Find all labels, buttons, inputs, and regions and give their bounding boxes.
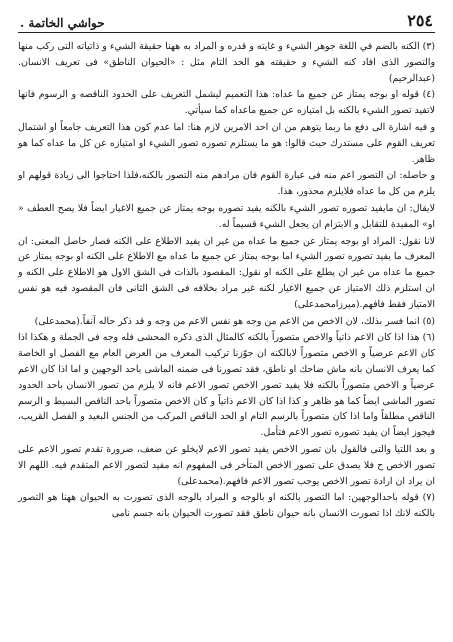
page-header (18, 8, 435, 30)
running-title: حواشي الخاتمة . (20, 16, 105, 30)
paragraph: لانا نقول: المراد او بوجه يمتاز عن جميع ما عداه من غير ان يفيد الاطلاع على الكنه فصار حاصل المعنى: ان المعرف ما يفيد تصوره تصور الشيء اما بوجه يمتاز عن جميع ما عداه مع الاطلاع على الكنه او بوجه يمتاز عن جميع ما عداه من غير ان يطلع على الكنه او نقول: المقصود بالذات فى الشق الاول هو الاطلاع على الكنه و ان استلزم ذلك الامتياز عن جميع الاغيار لكنه غير مراد بخلافه فى الشق الثانى فان المقصود فيه هو نفس الامتياز فقط فافهم.(ميرزامحمدعلى) (18, 235, 435, 310)
page-number: ٢٥٤ (407, 11, 433, 30)
paragraph: (٦) هذا اذا كان الاعم ذاتياً والاخص متصوراً بالكنه كالمثال الذى ذكره المحشى فله وجه فى الجملة و هكذا اذا كان الاعم عرضياً و الاخص متصوراً لابالكنه ان جوّزنا تركيب المعرف من العرض العام مع الفصل او الخاصة كما يعرف الانسان بانه ماش ضاحك او ناطق، فقد تصورنا فى ضمنه الماشى باحد الوجهين و اما اذا كان الاعم عرضياً و الاخص متصوراً بالكنه فلا يفيد تصور الاخص تصور الاعم فانه لا يلزم من تصور الانسان باحد الحدود تصور الماشى ايضاً كما هو ظاهر و كذا اذا كان الاعم ذاتياً و كان الاخص متصوراً باحد الناقص البسيط و الرسم الناقص مطلقاً واما اذا كان متصوراً بالرسم التام او الحد الناقص المركب من الجنس البعيد و الفصل القريب، فيجوز ايضاً ان يفيد تصوره تصور الاعم فتأمل. (18, 332, 435, 439)
header-divider (18, 32, 435, 33)
paragraph: (٧) قوله باحدالوجهين: اما التصور بالكنه او بالوجه و المراد بالوجه الذى تصورت به الحيوان ههنا هو التصور بالكنه لانك اذا تصورت الانسان بانه حيوان ناطق فقد تصورت الحيوان بانه جسم نامى (18, 492, 435, 520)
paragraph: و فيه اشارة الى دفع ما ربما يتوهم من ان احد الامرين لازم هنا: اما عدم كون هذا التعريف جامعاً او اشتمال تعريف القوم على مستدرك حيث قالوا: هو ما يستلزم تصوره تصور الشيء او امتيازه عن كل ما عداه كما هو ظاهر. (18, 121, 435, 165)
paragraph: و حاصله: ان التصور اعم منه فى عبارة القوم فان مرادهم منه التصور بالكنه،فلذا احتاجوا الى زيادة قولهم او يلزم من كل ما عداه فلايلزم محذور، هذا. (18, 170, 435, 198)
paragraph: و بعد اللتيا والتى فالقول بان تصور الاخص يفيد تصور الاعم لايخلو عن ضعف، ضرورة تقدم تصور الاعم على تصور الاخص ح فلا يصدق على تصور الاخص المتأخر فى المفهوم انه مفيد لتصور الاعم المتقدم فيه. اللهم الا ان يراد ان ارادة تصور الاخص يوجب تصور الاعم فافهم.(محمدعلى) (18, 443, 435, 487)
page-body (18, 39, 435, 522)
paragraph: (٣) الكنه بالضم في اللغة جوهر الشيء و غايته و قدره و المراد به ههنا حقيقة الشيء و ذاتياته التى ركب منها والتصور الذى افاد كنه الشيء و حقيقته هو الحد التام مثل : «الحيوان الناطق» فى تعريف الانسان.(عبدالرحيم) (18, 41, 435, 84)
paragraph: (٤) قوله او بوجه يمتاز عن جميع ما عداه: هذا التعميم ليشمل التعريف على الحدود الناقصه و الرسوم فانها لاتفيد تصور الشيء بالكنه بل امتيازه عن جميع ماعداه كما سيأتي. (18, 89, 435, 117)
paragraph: (٥) انما فسر بذلك، لان الاخص من الاعم من وجه هو نفس الاعم من وجه و قد ذكر حاله آنفاً.(محمدعلى) (34, 315, 435, 327)
paragraph: لايقال: ان مايفيد تصوره تصور الشيء بالكنه يفيد تصوره بوجه يمتاز عن جميع الاغيار ايضاً فلا يصح العطف « او» المفيدة للتقابل و الابتزام ان يجعل الشيء قسيماً له. (18, 202, 435, 230)
